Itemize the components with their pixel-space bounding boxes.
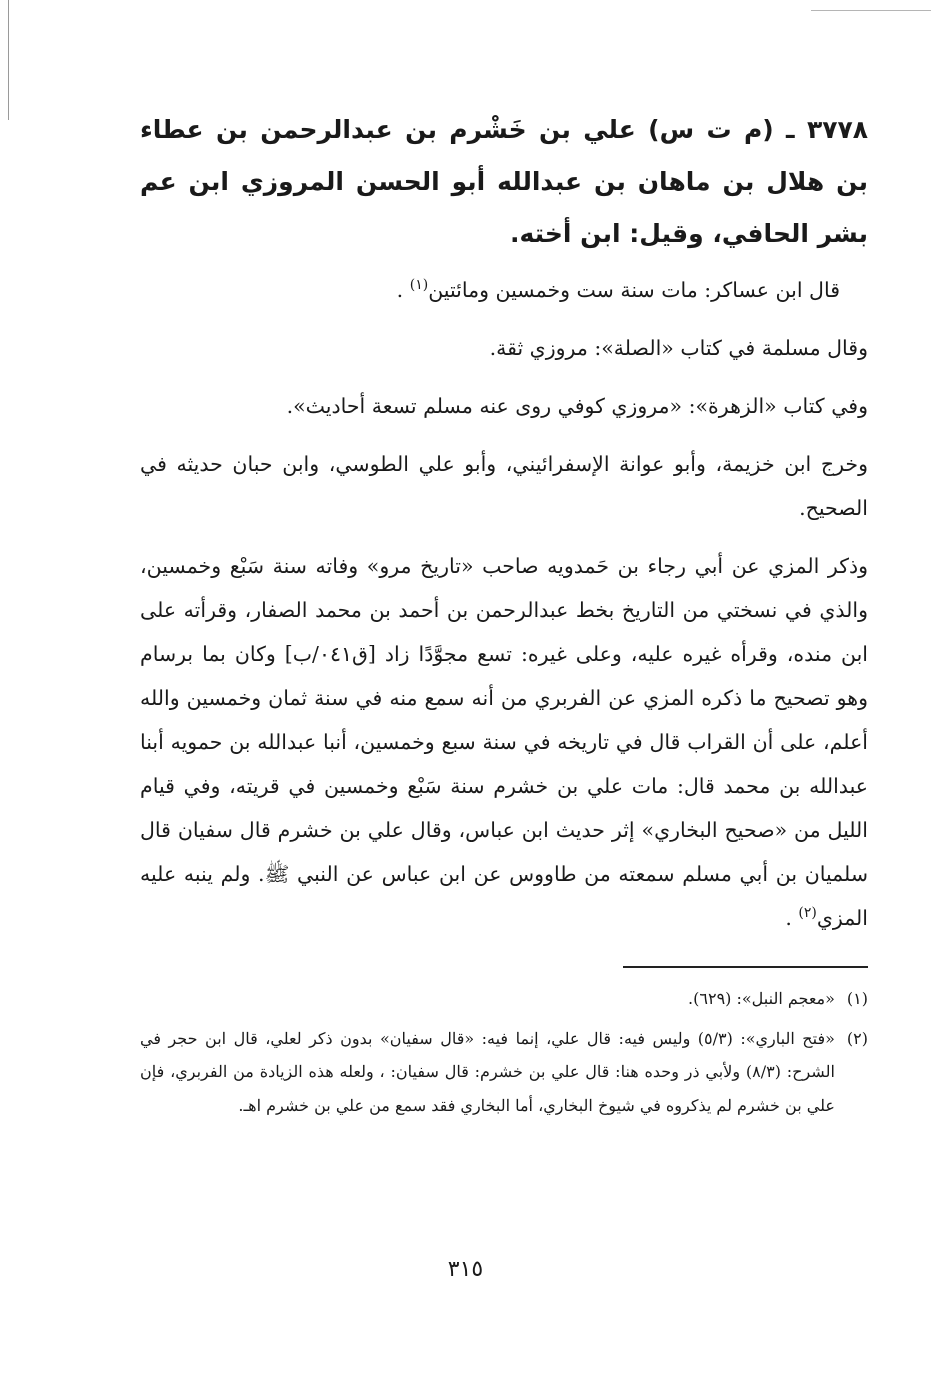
footnote-ref-1[interactable]: (١) (409, 277, 429, 294)
page-number: ٣١٥ (447, 1257, 484, 1282)
paragraph-tail: . (785, 906, 799, 930)
footnote-1 (140, 982, 868, 1016)
footnote-2 (140, 1022, 868, 1123)
paragraph-text: وذكر المزي عن أبي رجاء بن حَمدويه صاحب «تاريخ مرو» وفاته سنة سَبْع وخمسين، والذي في نسختي من التاريخ بخط عبدالرحمن بن أحمد بن محمد الصفار، وقرأته على ابن منده، وقرأه غيره عليه، وعلى غيره: تسع مجوَّدًا زاد [ق٠٤١/ب] وكان بما برسام وهو تصحيح ما ذكره المزي عن الفربري من أنه سمع منه في سنة ثمان وخمسين والله أعلم، على أن القراب قال في تاريخه في سنة سبع وخمسين، أنبا عبدالله بن حمويه أبنا عبدالله بن محمد قال: مات علي بن خشرم سنة سَبْع وخمسين في قريته، وفي قيام الليل من «صحيح البخاري» إثر حديث ابن عباس، وقال علي بن خشرم قال سفيان قال سلميان بن أبي مسلم سمعته من طاووس عن ابن عباس عن النبي ﷺ. ولم ينبه عليه المزي (140, 554, 869, 930)
footnote-divider-line (623, 966, 868, 968)
paragraph-maslama (140, 326, 868, 370)
paragraph-zahra (140, 384, 868, 428)
paragraph-tail: . (396, 278, 410, 302)
footnote-text: «فتح الباري»: (٥/٣) وليس فيه: قال علي، إنما فيه: «قال سفيان» بدون ذكر لعلي، قال ابن حجر في الشرح: (٨/٣) ولأبي ذر وحده هنا: قال علي بن خشرم: قال سفيان: ، ولعله هذه الزيادة من الفربري، فإن علي بن خشرم لم يذكروه في شيوخ البخاري، أما البخاري فقد سمع من علي بن خشرم اهـ. (140, 1028, 835, 1115)
book-page (140, 104, 868, 1128)
footnote-separator (140, 954, 868, 982)
paragraph-text: وقال مسلمة في كتاب «الصلة»: مروزي ثقة. (489, 336, 868, 360)
footnote-text: «معجم النبل»: (٦٢٩). (688, 989, 835, 1008)
paragraph-text: وخرج ابن خزيمة، وأبو عوانة الإسفرائيني، وأبو علي الطوسي، وابن حبان حديثه في الصحيح. (140, 452, 868, 520)
scan-edge-line-left (8, 0, 9, 120)
entry-heading: ٣٧٧٨ ـ (م ت س) علي بن خَشْرم بن عبدالرحمن بن عطاء بن هلال بن ماهان بن عبدالله أبو الحسن المروزي ابن عم بشر الحافي، وقيل: ابن أخته. (140, 115, 868, 248)
scan-edge-line-top (811, 10, 931, 11)
paragraph-ibn-asakir (140, 268, 868, 312)
footnote-ref-2[interactable]: (٢) (798, 905, 817, 922)
footnote-number: (١) (846, 989, 868, 1008)
paragraph-text: قال ابن عساكر: مات سنة ست وخمسين ومائتين (428, 278, 840, 302)
paragraph-mizzi (140, 544, 868, 940)
paragraph-kharaj (140, 442, 868, 530)
footnote-number: (٢) (846, 1028, 868, 1048)
paragraph-text: وفي كتاب «الزهرة»: «مروزي كوفي روى عنه مسلم تسعة أحاديث». (286, 394, 868, 418)
